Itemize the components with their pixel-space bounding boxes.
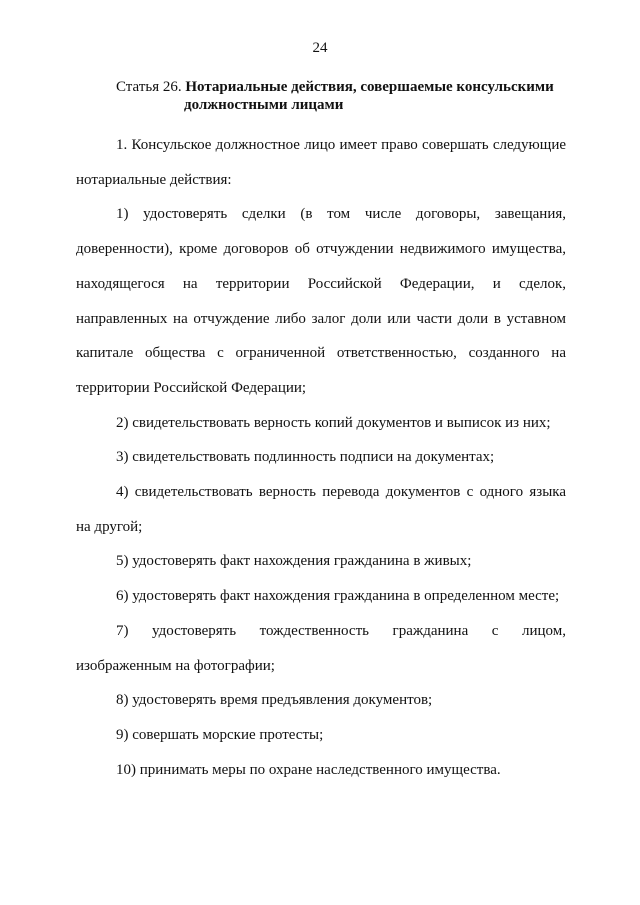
paragraph-item-9: 9) совершать морские протесты; [116, 726, 324, 743]
paragraph-item-6: 6) удостоверять факт нахождения гражданина в определенном месте; [116, 588, 560, 605]
article-title-line2: должностными лицами [184, 97, 344, 113]
paragraph-item-1: 1) удостоверять сделки (в том числе договоры, завещания, доверенности), кроме договоров об отчуждении недвижимого имущества, находящегося на территории Российской Федерации, и сделок, направленных на отчуждение либо залог доли или части доли в уставном капитале общества с ограниченной ответственностью, созданного на территории Российской Федерации; [76, 206, 566, 396]
paragraph-item-8: 8) удостоверять время предъявления документов; [116, 692, 433, 709]
article-body [76, 128, 566, 787]
paragraph-item-7: 7) удостоверять тождественность гражданина с лицом, изображенным на фотографии; [76, 622, 566, 674]
paragraph-item-10: 10) принимать меры по охране наследственного имущества. [116, 761, 501, 778]
article-number: Статья 26. [116, 79, 182, 95]
article-heading-line1 [116, 78, 576, 96]
page-number: 24 [312, 40, 328, 56]
paragraph-item-5: 5) удостоверять факт нахождения гражданина в живых; [116, 553, 472, 570]
paragraph-item-2: 2) свидетельствовать верность копий документов и выписок из них; [116, 414, 551, 431]
paragraph-item-3: 3) свидетельствовать подлинность подписи на документах; [116, 449, 495, 466]
paragraph-item-4: 4) свидетельствовать верность перевода документов с одного языка на другой; [76, 484, 566, 535]
paragraph-intro: 1. Консульское должностное лицо имеет право совершать следующие нотариальные действия: [76, 137, 566, 188]
article-heading [116, 78, 576, 114]
article-title-line1: Нотариальные действия, совершаемые консульскими [185, 79, 554, 95]
